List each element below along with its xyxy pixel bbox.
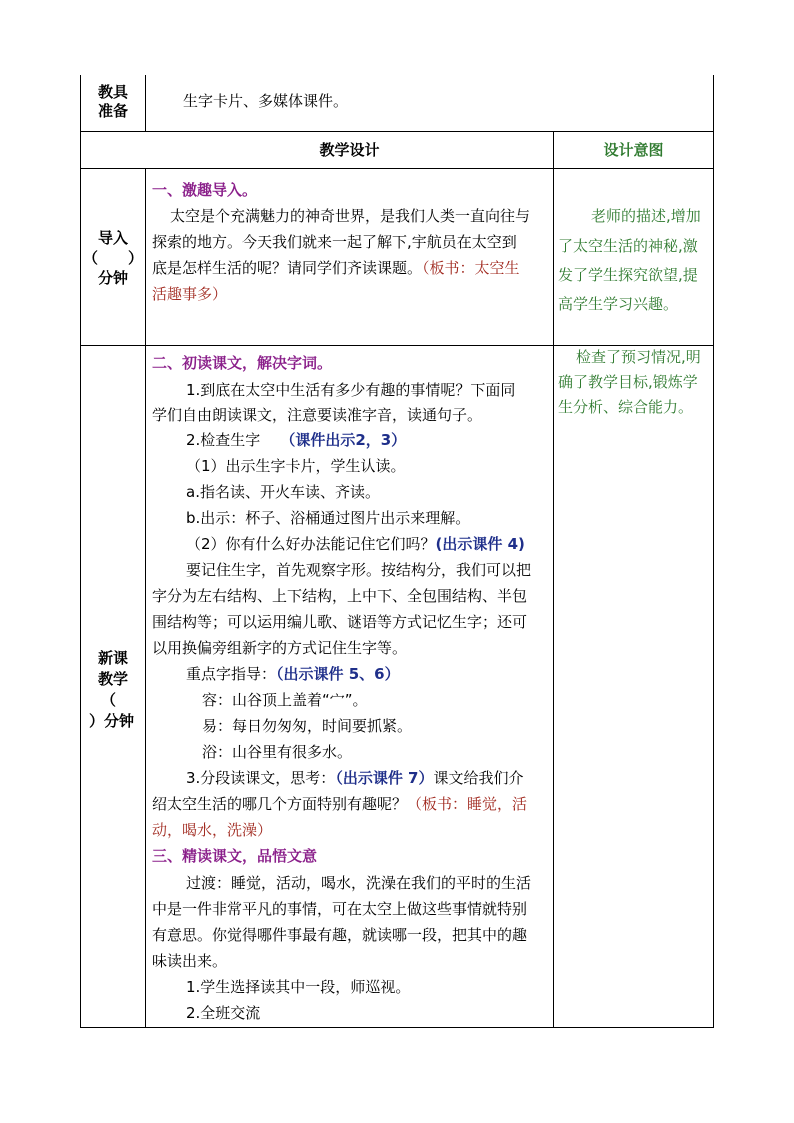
intro-heading: 一、激趣导入。 <box>152 181 258 199</box>
courseware-5-6: （出示课件 5、6） <box>276 665 400 683</box>
newlesson-line-14: 易：每日勿匆匆，时间要抓紧。 <box>202 717 413 735</box>
intro-intent-line-2: 了太空生活的神秘,激 <box>558 237 698 255</box>
table-row-divider <box>80 168 714 169</box>
newlesson-intent-line-2: 确了教学目标,锻炼学 <box>558 373 698 391</box>
prep-content: 生字卡片、多媒体课件。 <box>183 92 349 110</box>
newlesson-line-21: 有意思。你觉得哪件事最有趣，就读哪一段，把其中的趣 <box>152 926 528 944</box>
newlesson-label-line2: 教学 <box>97 670 128 688</box>
newlesson-line-17 <box>152 791 527 817</box>
newlesson-line-19: 过渡：睡觉，活动，喝水，洗澡在我们的平时的生活 <box>186 874 532 892</box>
newlesson-line-2: 学们自由朗读课文，注意要读准字音，读通句子。 <box>152 406 483 424</box>
header-design-intent: 设计意图 <box>603 141 664 159</box>
intro-label-line2: （ ） <box>82 249 143 267</box>
courseware-7: （出示课件 7） <box>335 769 434 787</box>
blackboard-activities-a: （板书：睡觉，活 <box>407 795 528 813</box>
newlesson-line-13: 容：山谷顶上盖着“宀”。 <box>202 691 368 709</box>
blackboard-activities-b: 动，喝水，洗澡） <box>152 821 273 839</box>
table-intent-divider <box>553 131 554 1028</box>
header-teaching-design: 教学设计 <box>319 141 380 159</box>
intro-line-3-text: 底是怎样生活的呢？请同学们齐读课题。 <box>152 259 423 277</box>
newlesson-line-8: 要记住生字，首先观察字形。按结构分，我们可以把 <box>186 561 532 579</box>
newlesson-line-3-text: 2.检查生字 <box>186 431 261 449</box>
newlesson-line-7-text: （2）你有什么好办法能记住它们吗？ <box>186 535 436 553</box>
newlesson-label-line3: （ <box>101 691 117 709</box>
table-right-border <box>713 75 714 1028</box>
intro-intent-line-3: 发了学生探究欲望,提 <box>558 266 698 284</box>
intro-intent-line-4: 高学生学习兴趣。 <box>558 295 679 313</box>
newlesson-line-16-text: 3.分段读课文，思考： <box>186 769 336 787</box>
courseware-2-3: （课件出示2，3） <box>280 431 407 449</box>
prep-label <box>81 83 145 121</box>
intro-intent-line-1: 老师的描述,增加 <box>591 207 701 225</box>
newlesson-line-11: 以用换偏旁组新字的方式记住生字等。 <box>152 639 408 657</box>
intro-line-3 <box>152 255 520 281</box>
table-bottom-border <box>80 1027 714 1028</box>
newlesson-line-9: 字分为左右结构、上下结构，上中下、全包围结构、半包 <box>152 587 528 605</box>
newlesson-intent-line-3: 生分析、综合能力。 <box>558 398 694 416</box>
newlesson-line-7 <box>186 531 525 557</box>
newlesson-line-24: 2.全班交流 <box>186 1004 261 1022</box>
newlesson-line-16 <box>186 765 524 791</box>
courseware-4: (出示课件 4) <box>435 535 525 553</box>
newlesson-line-16-tail: 课文给我们介 <box>433 769 524 787</box>
intro-label <box>81 228 145 288</box>
intro-blackboard-a: （板书：太空生 <box>422 259 520 277</box>
newlesson-line-5: a.指名读、开火车读、齐读。 <box>186 483 380 501</box>
sec2-heading: 二、初读课文，解决字词。 <box>152 354 333 372</box>
newlesson-line-20: 中是一件非常平凡的事情，可在太空上做这些事情就特别 <box>152 900 528 918</box>
newlesson-label-line1: 新课 <box>97 649 128 667</box>
intro-label-line3: 分钟 <box>97 269 128 287</box>
prep-label-line2: 准备 <box>97 102 128 120</box>
intro-blackboard-b: 活趣事多） <box>152 285 228 303</box>
newlesson-line-15: 浴：山谷里有很多水。 <box>202 743 353 761</box>
newlesson-line-17-text: 绍太空生活的哪几个方面特别有趣呢？ <box>152 795 408 813</box>
newlesson-line-12-text: 重点字指导： <box>186 665 277 683</box>
newlesson-label <box>81 648 145 732</box>
newlesson-intent-line-1: 检查了预习情况,明 <box>576 348 701 366</box>
newlesson-line-12 <box>186 661 400 687</box>
newlesson-line-3 <box>186 427 406 453</box>
newlesson-label-line4: ）分钟 <box>89 712 135 730</box>
intro-label-line1: 导入 <box>97 229 128 247</box>
prep-label-line1: 教具 <box>97 83 128 101</box>
newlesson-line-22: 味读出来。 <box>152 952 228 970</box>
table-left-border <box>80 75 81 1028</box>
newlesson-line-23: 1.学生选择读其中一段，师巡视。 <box>186 978 411 996</box>
table-row-divider <box>80 131 714 132</box>
sec3-heading: 三、精读课文，品悟文意 <box>152 847 318 865</box>
intro-line-2: 探索的地方。今天我们就来一起了解下,宇航员在太空到 <box>152 233 517 251</box>
table-label-divider <box>145 75 146 131</box>
newlesson-line-4: （1）出示生字卡片，学生认读。 <box>186 457 406 475</box>
intro-line-1: 太空是个充满魅力的神奇世界，是我们人类一直向往与 <box>170 207 531 225</box>
newlesson-line-1: 1.到底在太空中生活有多少有趣的事情呢？下面同 <box>186 381 516 399</box>
newlesson-line-6: b.出示：杯子、浴桶通过图片出示来理解。 <box>186 509 471 527</box>
newlesson-line-10: 围结构等；可以运用编儿歌、谜语等方式记忆生字；还可 <box>152 613 528 631</box>
table-label-divider <box>145 168 146 1028</box>
